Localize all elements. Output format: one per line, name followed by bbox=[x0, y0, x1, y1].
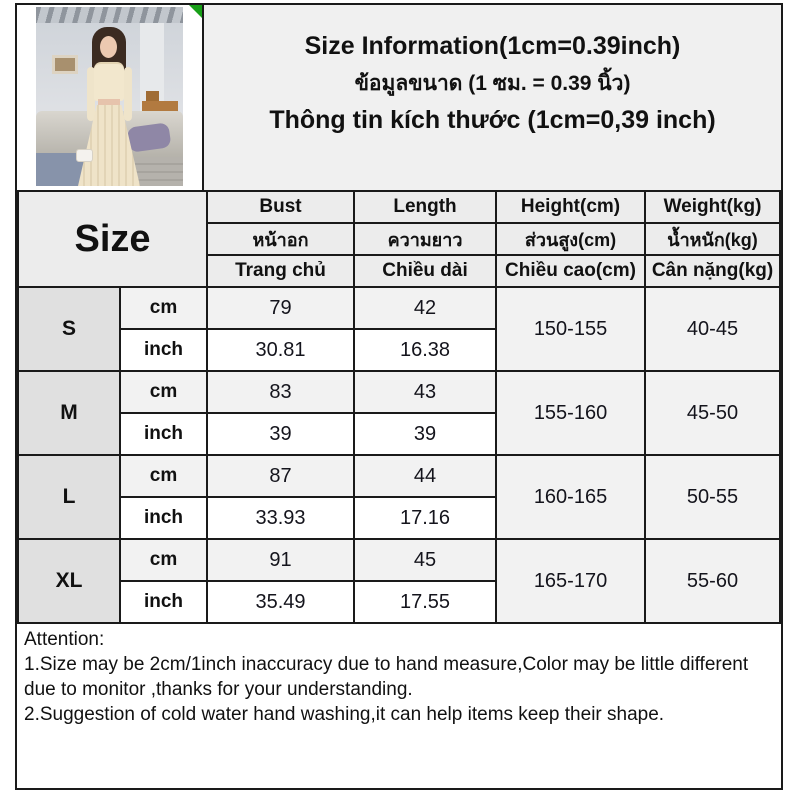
xl-weight: 55-60 bbox=[645, 539, 780, 623]
size-label-s: S bbox=[18, 287, 120, 371]
s-bust-inch: 30.81 bbox=[207, 329, 354, 371]
size-table bbox=[17, 190, 781, 624]
unit-inch: inch bbox=[120, 329, 207, 371]
unit-cm: cm bbox=[120, 539, 207, 581]
l-weight: 50-55 bbox=[645, 455, 780, 539]
title-english: Size Information(1cm=0.39inch) bbox=[304, 32, 681, 60]
top-band bbox=[17, 5, 781, 190]
m-bust-cm: 83 bbox=[207, 371, 354, 413]
table-row-l-cm bbox=[18, 455, 780, 497]
length-header-vi: Chiều dài bbox=[354, 255, 496, 287]
attention-notes bbox=[17, 624, 781, 788]
weight-header-th: น้ำหนัก(kg) bbox=[645, 223, 780, 255]
unit-inch: inch bbox=[120, 413, 207, 455]
unit-cm: cm bbox=[120, 455, 207, 497]
photo-model-face bbox=[100, 36, 117, 58]
m-weight: 45-50 bbox=[645, 371, 780, 455]
l-length-cm: 44 bbox=[354, 455, 496, 497]
attention-note-1: 1.Size may be 2cm/1inch inaccuracy due to hand measure,Color may be little different due to monitor ,thanks for your understanding. bbox=[24, 654, 749, 701]
m-length-inch: 39 bbox=[354, 413, 496, 455]
l-length-inch: 17.16 bbox=[354, 497, 496, 539]
s-bust-cm: 79 bbox=[207, 287, 354, 329]
unit-inch: inch bbox=[120, 497, 207, 539]
photo-model-waist bbox=[98, 99, 120, 105]
xl-length-inch: 17.55 bbox=[354, 581, 496, 623]
title-vietnamese: Thông tin kích thước (1cm=0,39 inch) bbox=[269, 106, 716, 134]
bust-header-en: Bust bbox=[207, 191, 354, 223]
weight-header-vi: Cân nặng(kg) bbox=[645, 255, 780, 287]
length-header-th: ความยาว bbox=[354, 223, 496, 255]
height-header-vi: Chiều cao(cm) bbox=[496, 255, 645, 287]
m-length-cm: 43 bbox=[354, 371, 496, 413]
s-length-inch: 16.38 bbox=[354, 329, 496, 371]
photo-handbag bbox=[76, 149, 93, 162]
weight-header-en: Weight(kg) bbox=[645, 191, 780, 223]
bust-header-vi: Trang chủ bbox=[207, 255, 354, 287]
unit-cm: cm bbox=[120, 287, 207, 329]
s-length-cm: 42 bbox=[354, 287, 496, 329]
attention-heading: Attention: bbox=[24, 629, 105, 650]
product-photo bbox=[36, 7, 183, 186]
photo-model-top bbox=[94, 62, 124, 101]
l-bust-cm: 87 bbox=[207, 455, 354, 497]
length-header-en: Length bbox=[354, 191, 496, 223]
photo-ceiling bbox=[36, 7, 183, 23]
photo-picture-frame bbox=[52, 55, 78, 74]
unit-cm: cm bbox=[120, 371, 207, 413]
height-header-th: ส่วนสูง(cm) bbox=[496, 223, 645, 255]
photo-panel bbox=[17, 5, 204, 190]
size-label-xl: XL bbox=[18, 539, 120, 623]
attention-note-2: 2.Suggestion of cold water hand washing,it can help items keep their shape. bbox=[24, 704, 665, 726]
m-height: 155-160 bbox=[496, 371, 645, 455]
l-height: 160-165 bbox=[496, 455, 645, 539]
bust-header-th: หน้าอก bbox=[207, 223, 354, 255]
size-column-header: Size bbox=[18, 191, 207, 287]
table-row-m-cm bbox=[18, 371, 780, 413]
xl-height: 165-170 bbox=[496, 539, 645, 623]
size-chart-sheet bbox=[15, 3, 783, 790]
m-bust-inch: 39 bbox=[207, 413, 354, 455]
xl-bust-inch: 35.49 bbox=[207, 581, 354, 623]
unit-inch: inch bbox=[120, 581, 207, 623]
s-weight: 40-45 bbox=[645, 287, 780, 371]
table-row-s-cm bbox=[18, 287, 780, 329]
title-panel bbox=[204, 5, 781, 190]
l-bust-inch: 33.93 bbox=[207, 497, 354, 539]
xl-bust-cm: 91 bbox=[207, 539, 354, 581]
size-label-l: L bbox=[18, 455, 120, 539]
s-height: 150-155 bbox=[496, 287, 645, 371]
size-label-m: M bbox=[18, 371, 120, 455]
table-row-xl-cm bbox=[18, 539, 780, 581]
xl-length-cm: 45 bbox=[354, 539, 496, 581]
title-thai: ข้อมูลขนาด (1 ซม. = 0.39 นิ้ว) bbox=[354, 72, 631, 95]
photo-model-arm-right bbox=[124, 67, 132, 121]
height-header-en: Height(cm) bbox=[496, 191, 645, 223]
